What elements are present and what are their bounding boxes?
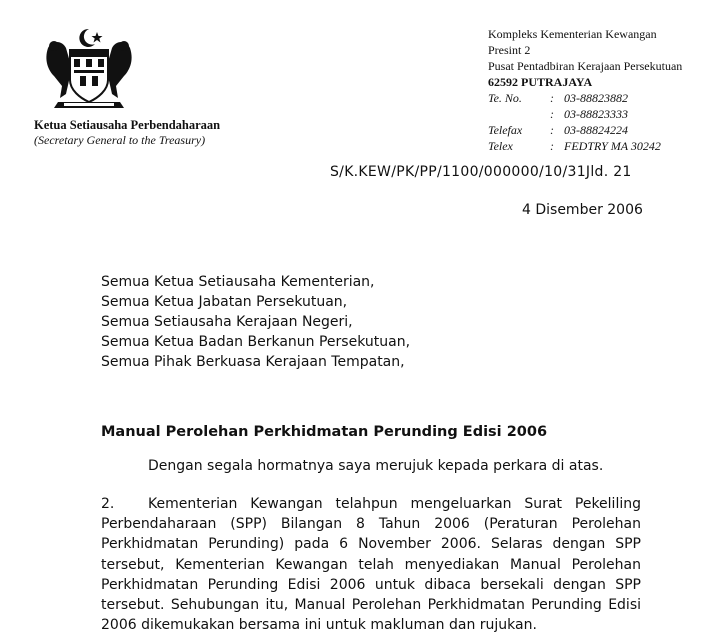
contact-label: Telefax	[488, 123, 523, 137]
malaysia-coat-of-arms-icon	[34, 26, 144, 116]
recipient-line: Semua Pihak Berkuasa Kerajaan Tempatan,	[101, 354, 405, 370]
reference-number: S/K.KEW/PK/PP/1100/000000/10/31Jld. 21	[330, 164, 632, 180]
contact-value: 03-88823333	[564, 107, 628, 121]
letter-date: 4 Disember 2006	[522, 202, 643, 218]
contact-value: 03-88824224	[564, 123, 628, 137]
contact-separator: :	[550, 123, 554, 137]
contact-separator: :	[550, 91, 554, 105]
address-postcode-city: 62592 PUTRAJAYA	[488, 75, 593, 89]
paragraph-number: 2.	[101, 496, 115, 512]
address-line: Pusat Pentadbiran Kerajaan Persekutuan	[488, 59, 683, 73]
paragraph-text: Kementerian Kewangan telahpun mengeluarkan Surat Pekeliling Perbendaharaan (SPP) Bilangan 8 Tahun 2006 (Peraturan Perolehan Perkhidmatan Perunding) pada 6 November 2006. Selaras dengan SPP tersebut, Kementerian Kewangan telah menyediakan Manual Perolehan Perkhidmatan Perunding Edisi 2006 untuk dibaca bersekali dengan SPP tersebut. Sehubungan itu, Manual Perolehan Perkhidmatan Perunding Edisi 2006 dikemukakan bersama ini untuk makluman dan rujukan.	[101, 496, 641, 634]
letter-subject: Manual Perolehan Perkhidmatan Perunding Edisi 2006	[101, 424, 548, 440]
contact-label: Telex	[488, 139, 513, 153]
address-line: Presint 2	[488, 43, 531, 57]
recipient-line: Semua Ketua Jabatan Persekutuan,	[101, 294, 348, 310]
contact-row-telex	[488, 138, 682, 154]
recipient-line: Semua Setiausaha Kerajaan Negeri,	[101, 314, 353, 330]
contact-value: 03-88823882	[564, 91, 628, 105]
address-block	[488, 26, 682, 154]
contact-row-phone	[488, 90, 682, 106]
sender-title: Ketua Setiausaha Perbendaharaan	[34, 118, 221, 132]
contact-separator: :	[550, 107, 554, 121]
contact-value: FEDTRY MA 30242	[564, 139, 661, 153]
contact-row-phone-2	[488, 106, 682, 122]
contact-label	[488, 106, 550, 122]
address-line: Kompleks Kementerian Kewangan	[488, 27, 657, 41]
recipient-list	[101, 272, 410, 372]
body-paragraph	[101, 494, 641, 635]
contact-separator: :	[550, 139, 554, 153]
recipient-line: Semua Ketua Setiausaha Kementerian,	[101, 274, 375, 290]
contact-row-telefax	[488, 122, 682, 138]
greeting-line: Dengan segala hormatnya saya merujuk kepada perkara di atas.	[148, 458, 604, 474]
sender-subtitle: (Secretary General to the Treasury)	[34, 133, 206, 147]
recipient-line: Semua Ketua Badan Berkanun Persekutuan,	[101, 334, 411, 350]
contact-label: Te. No.	[488, 91, 522, 105]
